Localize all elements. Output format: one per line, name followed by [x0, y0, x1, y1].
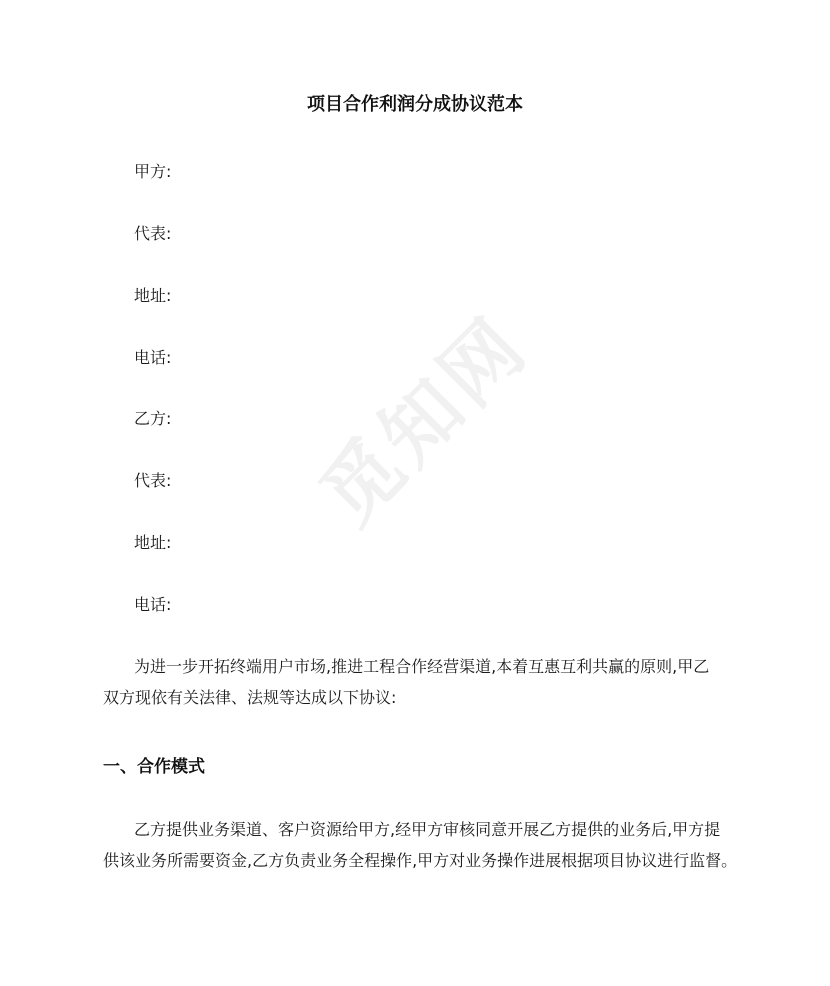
party-b-rep-label: 代表:: [134, 471, 172, 490]
intro-paragraph: [103, 651, 729, 713]
party-a-rep-label: 代表:: [134, 224, 172, 243]
party-a-address-label: 地址:: [134, 286, 172, 305]
intro-line-2: 双方现依有关法律、法规等达成以下协议:: [103, 688, 397, 707]
party-b-name-label: 乙方:: [134, 409, 172, 428]
section-heading: 一、合作模式: [103, 757, 205, 777]
party-b-address-label: 地址:: [134, 533, 172, 552]
watermark: 觅知网: [304, 300, 546, 542]
section-line-1: 乙方提供业务渠道、客户资源给甲方,经甲方审核同意开展乙方提供的业务后,甲方提: [134, 820, 721, 839]
intro-line-1: 为进一步开拓终端用户市场,推进工程合作经营渠道,本着互惠互利共赢的原则,甲乙: [134, 657, 710, 676]
party-a-name-label: 甲方:: [134, 162, 172, 181]
document-title: 项目合作利润分成协议范本: [307, 94, 523, 115]
section-line-2: 供该业务所需要资金,乙方负责业务全程操作,甲方对业务操作进展根据项目协议进行监督。: [103, 851, 738, 870]
party-b-phone-label: 电话:: [134, 595, 172, 614]
section-paragraph: [103, 814, 738, 876]
party-a-phone-label: 电话:: [134, 348, 172, 367]
